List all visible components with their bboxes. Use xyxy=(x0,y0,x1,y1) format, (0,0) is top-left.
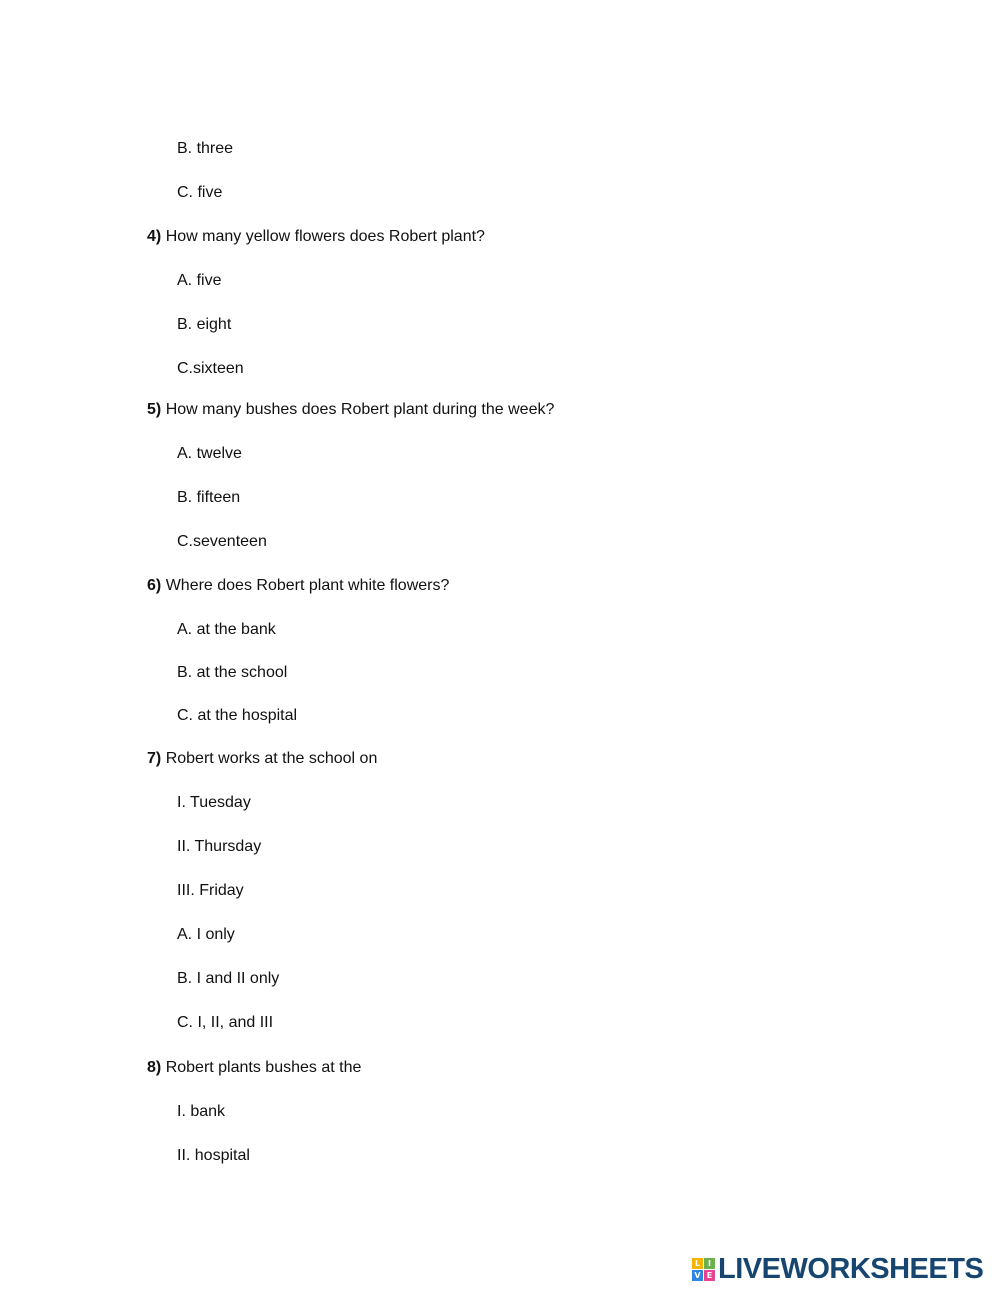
answer-option: I. bank xyxy=(177,1103,226,1120)
question-text: How many bushes does Robert plant during the week? xyxy=(165,401,555,418)
answer-option: C.seventeen xyxy=(177,533,267,550)
logo-grid-icon xyxy=(692,1258,715,1281)
answer-option: B. eight xyxy=(177,316,232,333)
answer-option: II. Thursday xyxy=(177,838,262,855)
question-4 xyxy=(147,227,485,247)
answer-option: B. I and II only xyxy=(177,970,280,987)
answer-option: A. I only xyxy=(177,926,235,943)
answer-option: B. fifteen xyxy=(177,489,241,506)
logo-tile-e: E xyxy=(704,1270,715,1281)
answer-option: A. twelve xyxy=(177,445,242,462)
question-text: Where does Robert plant white flowers? xyxy=(165,577,450,594)
answer-option: II. hospital xyxy=(177,1147,250,1164)
brand-name: LIVEWORKSHEETS xyxy=(718,1253,984,1285)
answer-option: I. Tuesday xyxy=(177,794,251,811)
question-7 xyxy=(147,749,377,769)
logo-tile-l: L xyxy=(692,1258,703,1269)
question-text: Robert works at the school on xyxy=(165,750,378,767)
question-5 xyxy=(147,400,554,420)
question-text: How many yellow flowers does Robert plant? xyxy=(165,228,485,245)
logo-tile-v: V xyxy=(692,1270,703,1281)
answer-option: III. Friday xyxy=(177,882,244,899)
answer-option: A. five xyxy=(177,272,222,289)
question-number: 6) xyxy=(147,577,162,594)
question-number: 7) xyxy=(147,750,162,767)
liveworksheets-logo[interactable] xyxy=(692,1254,983,1284)
question-number: 5) xyxy=(147,401,162,418)
answer-option: B. at the school xyxy=(177,664,288,681)
answer-option: A. at the bank xyxy=(177,621,276,638)
answer-option: C.sixteen xyxy=(177,360,244,377)
question-8 xyxy=(147,1058,361,1078)
question-text: Robert plants bushes at the xyxy=(165,1059,362,1076)
question-number: 4) xyxy=(147,228,162,245)
answer-option: C. at the hospital xyxy=(177,707,298,724)
answer-option: C. I, II, and III xyxy=(177,1014,274,1031)
answer-option: C. five xyxy=(177,184,223,201)
answer-option: B. three xyxy=(177,140,234,157)
question-number: 8) xyxy=(147,1059,162,1076)
logo-tile-i: I xyxy=(704,1258,715,1269)
question-6 xyxy=(147,576,449,596)
